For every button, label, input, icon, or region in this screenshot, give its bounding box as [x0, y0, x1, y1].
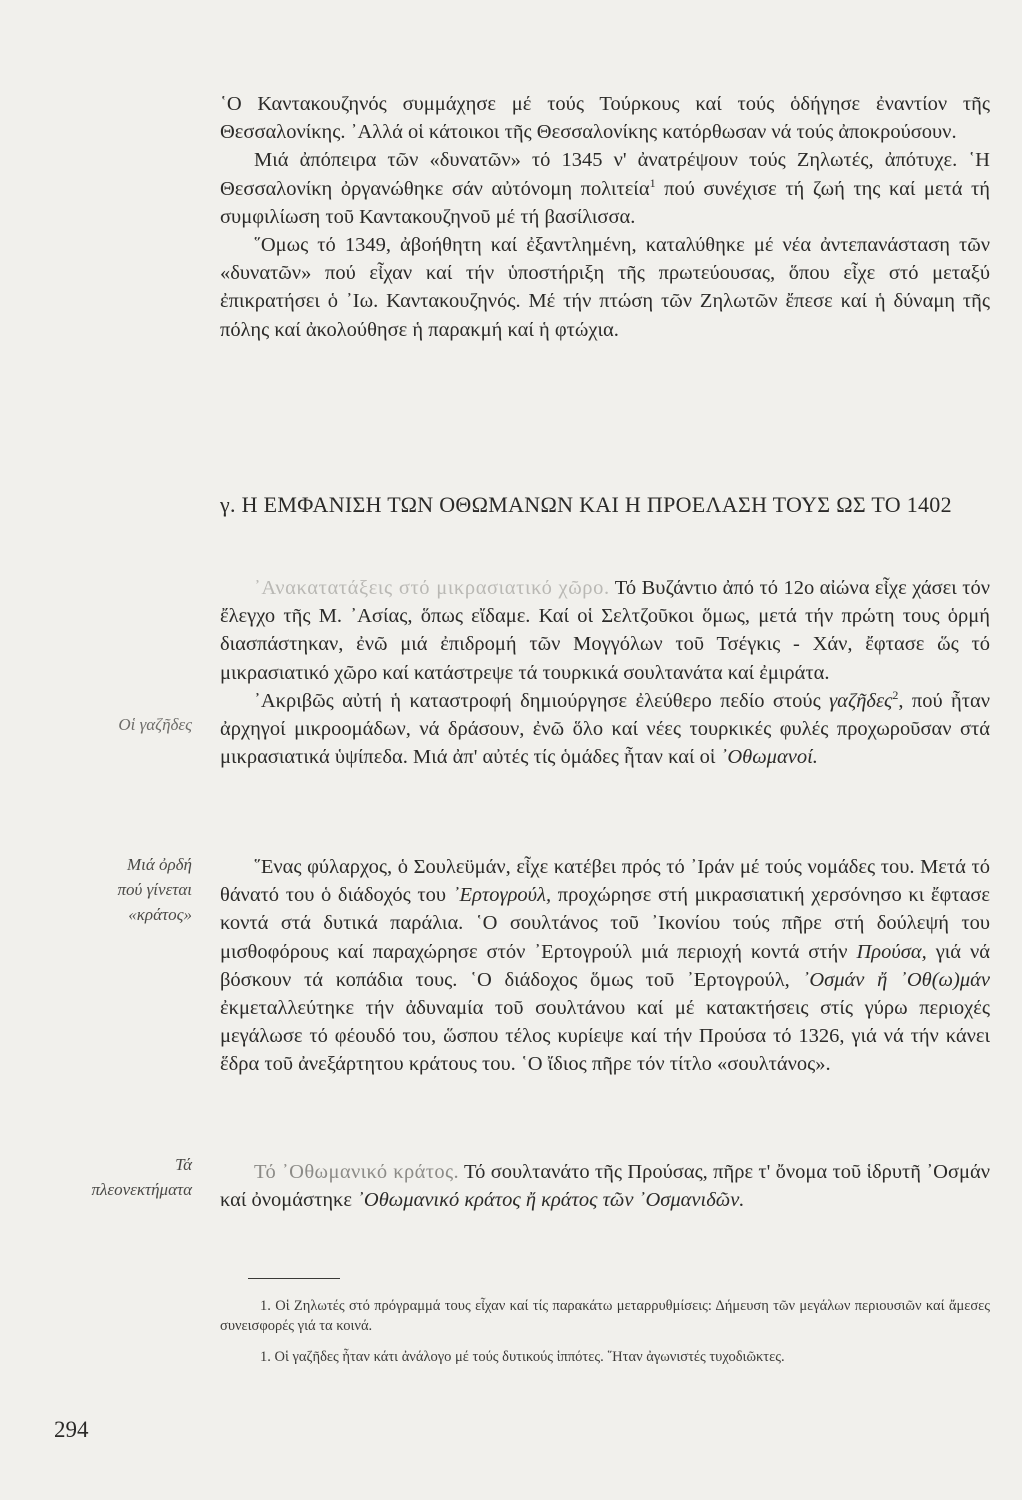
italic-term: ᾿Οσμάν ἤ ᾿Οθ(ω)μάν — [802, 968, 990, 991]
section-heading: γ. Η ΕΜΦΑΝΙΣΗ ΤΩΝ ΟΘΩΜΑΝΩΝ ΚΑΙ Η ΠΡΟΕΛΑΣΗ ΤΟΥΣ ΩΣ ΤΟ 1402 — [220, 492, 952, 517]
footnote-text: 1. Οἱ γαζῆδες ἦταν κάτι ἀνάλογο μέ τούς δυτικούς ἱππότες. ῞Ηταν ἀγωνιστές τυχοδιῶκτες. — [260, 1349, 785, 1365]
paragraph — [220, 90, 990, 146]
paragraph-text: ἐκμεταλλεύτηκε τήν ἀδυναμία τοῦ σουλτάνου καί μέ κατακτήσεις στίς γύρω περιοχές μεγάλωσε τό φέουδό του, ὥσπου τέλος κυρίεψε καί τήν Προύσα τό 1326, γιά νά τήν κάνει ἕδρα τοῦ ἀνεξάρτητου κράτους του. ῾Ο ἴδιος πῆρε τόν τίτλο «σουλτάνος». — [220, 997, 990, 1076]
text-block-horde — [220, 853, 990, 1079]
paragraph-text: Μιά ἀπόπειρα τῶν «δυνατῶν» τό 1345 ν' ἀνατρέψουν τούς Ζηλωτές, ἀπότυχε. ῾Η Θεσσαλονίκη ὀργανώθηκε σάν αὐτόνομη πολιτεία — [220, 149, 990, 200]
margin-note-horde — [118, 852, 192, 927]
paragraph — [220, 146, 990, 231]
margin-note-line: «κράτος» — [128, 905, 192, 924]
margin-note-advantages — [92, 1152, 192, 1202]
italic-term: ᾿Ερτογρούλ, — [452, 884, 552, 907]
margin-note-line: πλεονεκτήματα — [91, 1180, 192, 1199]
margin-note-line: Οἱ γαζῆδες — [118, 715, 192, 734]
footnote-text: 1. Οἱ Ζηλωτές στό πρόγραμμά τους εἶχαν καί τίς παρακάτω μεταρρυθμίσεις: Δήμευση τῶν μεγάλων περιουσιῶν καί ἄμεσες συνεισφορές γιά τα κοινά. — [220, 1298, 990, 1334]
paragraph-text: γιά νά βόσκουν τά κοπάδια τους. ῾Ο διάδοχος ὅμως τοῦ ᾿Ερτογρούλ, — [220, 940, 990, 991]
margin-note-line: πού γίνεται — [117, 880, 192, 899]
footnote-2 — [220, 1347, 990, 1367]
italic-term: γαζῆδες — [829, 689, 893, 712]
paragraph-text: ῞Ενας φύλαρχος, ὁ Σουλεϋμάν, εἶχε κατέβει πρός τό ᾿Ιράν μέ τούς νομάδες του. Μετά τό θάνατό του ὁ διάδοχός του — [220, 856, 990, 907]
margin-note-gazis — [118, 712, 192, 737]
paragraph-text: , πού ἦταν ἀρχηγοί μικροομάδων, νά δράσουν, ἐνῶ ὅλο καί νέες τουρκικές φυλές προχωροῦσαν στά μικρασιατικά ὑψίπεδα. Μιά ἀπ' αὐτές τίς ὁμάδες ἦταν καί οἱ — [220, 689, 990, 769]
footnote-ref-2: 2 — [892, 687, 899, 702]
footnote-divider — [248, 1278, 340, 1279]
paragraph-lead: Τό ᾿Οθωμανικό κράτος. — [254, 1161, 460, 1183]
paragraph — [220, 687, 990, 772]
italic-term: ᾿Οθωμανοί. — [720, 746, 818, 769]
paragraph-text: πού συνέχισε τή ζωή της καί μετά τή συμφιλίωση τοῦ Καντακουζηνοῦ μέ τή βασίλισσα. — [220, 177, 990, 228]
page-number: 294 — [54, 1417, 89, 1442]
italic-term: Προύσα, — [856, 940, 927, 963]
text-block-ottoman-state — [220, 1158, 990, 1214]
paragraph-text: Τό Βυζάντιο ἀπό τό 12ο αἰώνα εἶχε χάσει τόν ἔλεγχο τῆς Μ. ᾿Ασίας, ὅπως εἴδαμε. Καί οἱ Σελτζοῦκοι ὅμως, μετά τήν πρώτη τους ὁρμή διασπάστηκαν, ἐνῶ μιά ἐπιδρομή τῶν Μογγόλων τοῦ Τσέγκις - Χάν, ἔφτασε ὥς τό μικρασιατικό χῶρο καί κατάστρεψε τά τουρκικά σουλτανάτα καί ἐμιράτα. — [220, 577, 990, 684]
paragraph — [220, 574, 990, 687]
paragraph-text: προχώρησε στή μικρασιατική χερσόνησο κι ἔφτασε κοντά στά δυτικά παράλια. ῾Ο σουλτάνος τοῦ ᾿Ικονίου τούς πῆρε στή δούλεψή του μισθοφόρους καί παραχώρησε στόν ᾿Ερτογρούλ μιά περιοχή κοντά στήν — [220, 884, 990, 963]
margin-note-line: Τά — [175, 1155, 192, 1174]
paragraph-text: Τό σουλτανάτο τῆς Προύσας, πῆρε τ' ὄνομα τοῦ ἱδρυτῆ ᾿Οσμάν καί ὀνομάστηκε — [220, 1161, 990, 1212]
footnote-ref-1: 1 — [649, 175, 656, 190]
footnote-1 — [220, 1296, 990, 1336]
paragraph — [220, 1158, 990, 1214]
text-block-zealots — [220, 90, 990, 344]
text-block-rearrangements — [220, 574, 990, 771]
italic-term: ᾿Οθωμανικό κράτος ἤ κράτος τῶν ᾿Οσμανιδῶν. — [357, 1189, 745, 1212]
paragraph-text: ῾Ο Καντακουζηνός συμμάχησε μέ τούς Τούρκους καί τούς ὁδήγησε ἐναντίον τῆς Θεσσαλονίκης. ᾿Αλλά οἱ κάτοικοι τῆς Θεσσαλονίκης κατόρθωσαν νά τούς ἀποκρούσουν. — [220, 93, 990, 144]
paragraph-lead: ᾿Ανακατατάξεις στό μικρασιατικό χῶρο. — [254, 577, 610, 599]
paragraph-text: ῞Ομως τό 1349, ἀβοήθητη καί ἐξαντλημένη, καταλύθηκε μέ νέα ἀντεπανάσταση τῶν «δυνατῶν» πού εἶχαν καί τήν ὑποστήριξη τῆς πρωτεύουσας, ὅπου εἶχε στό μεταξύ ἐπικρατήσει ὁ ᾿Ιω. Καντακουζηνός. Μέ τήν πτώση τῶν Ζηλωτῶν ἔπεσε καί ἡ δύναμη τῆς πόλης καί ἀκολούθησε ἡ παρακμή καί ἡ φτώχια. — [220, 234, 990, 341]
margin-note-line: Μιά ὀρδή — [126, 855, 192, 874]
paragraph — [220, 853, 990, 1079]
paragraph-text: ᾿Ακριβῶς αὐτή ἡ καταστροφή δημιούργησε ἐλεύθερο πεδίο στούς — [254, 689, 830, 712]
paragraph — [220, 231, 990, 344]
